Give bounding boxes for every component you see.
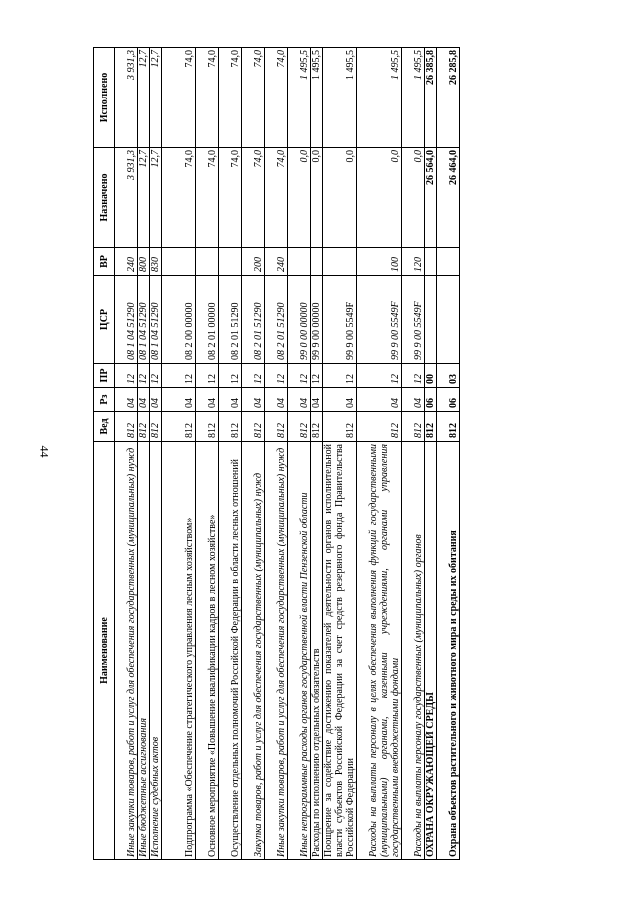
- cell-vr: [219, 248, 242, 276]
- cell-rz: 04: [402, 388, 425, 412]
- budget-table: [93, 47, 460, 860]
- cell-executed: 26 385,8: [425, 48, 437, 148]
- cell-ved: 812: [357, 412, 402, 442]
- cell-name: Исполнение судебных актов: [150, 442, 162, 860]
- cell-assigned: 0,0: [323, 148, 357, 248]
- cell-assigned: 3 931,3: [115, 148, 138, 248]
- cell-executed: 12,7: [150, 48, 162, 148]
- cell-ved: 812: [115, 412, 138, 442]
- cell-name: Расходы на выплаты персоналу в целях обеспечения выполнения функций государственными (муниципальными) органами, казенными учреждениями, органами управления государственными внебюджетными фондами: [357, 442, 402, 860]
- table-row: [242, 48, 265, 860]
- cell-csr: 08 1 04 51290: [115, 276, 138, 364]
- table-header-row: [94, 48, 115, 860]
- header-rz: Рз: [94, 388, 115, 412]
- table-row: [162, 48, 196, 860]
- cell-assigned: 26 564,0: [425, 148, 437, 248]
- cell-vr: [425, 248, 437, 276]
- cell-rz: 04: [219, 388, 242, 412]
- header-assigned: Назначено: [94, 148, 115, 248]
- header-pr: ПР: [94, 364, 115, 388]
- cell-csr: 08 2 01 51290: [242, 276, 265, 364]
- cell-csr: 99 9 00 00000: [311, 276, 323, 364]
- cell-assigned: 12,7: [138, 148, 150, 248]
- cell-name: Основное мероприятие «Повышение квалификации кадров в лесном хозяйстве»: [196, 442, 219, 860]
- cell-rz: 06: [425, 388, 437, 412]
- cell-name: Иные закупки товаров, работ и услуг для обеспечения государственных (муниципальных) нужд: [115, 442, 138, 860]
- rotated-page-content: [93, 48, 553, 860]
- cell-rz: 04: [323, 388, 357, 412]
- cell-executed: 74,0: [162, 48, 196, 148]
- cell-ved: 812: [219, 412, 242, 442]
- cell-executed: 1 495,5: [311, 48, 323, 148]
- cell-ved: 812: [323, 412, 357, 442]
- cell-pr: 12: [242, 364, 265, 388]
- cell-name: Иные непрограммные расходы органов государственной власти Пензенской области: [288, 442, 311, 860]
- cell-vr: [323, 248, 357, 276]
- cell-executed: 1 495,5: [323, 48, 357, 148]
- cell-rz: 04: [357, 388, 402, 412]
- cell-executed: 1 495,5: [357, 48, 402, 148]
- cell-name: Охрана объектов растительного и животного мира и среды их обитания: [437, 442, 460, 860]
- cell-assigned: 0,0: [311, 148, 323, 248]
- cell-ved: 812: [288, 412, 311, 442]
- cell-pr: 12: [288, 364, 311, 388]
- cell-csr: 08 2 01 00000: [196, 276, 219, 364]
- cell-name: Расходы по исполнению отдельных обязательств: [311, 442, 323, 860]
- cell-executed: 74,0: [219, 48, 242, 148]
- cell-pr: 12: [196, 364, 219, 388]
- cell-pr: 00: [425, 364, 437, 388]
- cell-name: Расходы на выплаты персоналу государственных (муниципальных) органов: [402, 442, 425, 860]
- cell-vr: 240: [265, 248, 288, 276]
- cell-csr: [437, 276, 460, 364]
- table-row: [138, 48, 150, 860]
- cell-pr: 12: [150, 364, 162, 388]
- cell-ved: 812: [265, 412, 288, 442]
- cell-csr: 08 1 04 51290: [138, 276, 150, 364]
- cell-assigned: 74,0: [162, 148, 196, 248]
- cell-csr: 08 2 01 51290: [265, 276, 288, 364]
- cell-name: Подпрограмма «Обеспечение стратегического управления лесным хозяйством»: [162, 442, 196, 860]
- table-row: [425, 48, 437, 860]
- cell-assigned: 0,0: [288, 148, 311, 248]
- cell-pr: 12: [219, 364, 242, 388]
- table-row: [196, 48, 219, 860]
- header-executed: Исполнено: [94, 48, 115, 148]
- cell-csr: 08 1 04 51290: [150, 276, 162, 364]
- cell-rz: 04: [265, 388, 288, 412]
- table-row: [288, 48, 311, 860]
- cell-pr: 12: [311, 364, 323, 388]
- cell-name: Иные закупки товаров, работ и услуг для обеспечения государственных (муниципальных) нужд: [265, 442, 288, 860]
- cell-ved: 812: [138, 412, 150, 442]
- cell-pr: 12: [402, 364, 425, 388]
- cell-assigned: 74,0: [219, 148, 242, 248]
- cell-rz: 04: [150, 388, 162, 412]
- cell-assigned: 26 464,0: [437, 148, 460, 248]
- cell-vr: 120: [402, 248, 425, 276]
- cell-name: ОХРАНА ОКРУЖАЮЩЕЙ СРЕДЫ: [425, 442, 437, 860]
- cell-name: Закупка товаров, работ и услуг для обеспечения государственных (муниципальных) нужд: [242, 442, 265, 860]
- cell-assigned: 0,0: [357, 148, 402, 248]
- cell-ved: 812: [196, 412, 219, 442]
- cell-vr: [196, 248, 219, 276]
- table-row: [150, 48, 162, 860]
- cell-ved: 812: [425, 412, 437, 442]
- cell-pr: 12: [162, 364, 196, 388]
- header-csr: ЦСР: [94, 276, 115, 364]
- table-row: [357, 48, 402, 860]
- cell-rz: 04: [162, 388, 196, 412]
- cell-csr: 08 2 01 51290: [219, 276, 242, 364]
- cell-vr: 100: [357, 248, 402, 276]
- cell-csr: 99 9 00 5549F: [402, 276, 425, 364]
- cell-ved: 812: [150, 412, 162, 442]
- cell-vr: [437, 248, 460, 276]
- cell-csr: 08 2 00 00000: [162, 276, 196, 364]
- cell-pr: 12: [323, 364, 357, 388]
- cell-csr: 99 0 00 00000: [288, 276, 311, 364]
- cell-ved: 812: [311, 412, 323, 442]
- cell-ved: 812: [402, 412, 425, 442]
- cell-executed: 1 495,5: [288, 48, 311, 148]
- cell-vr: 200: [242, 248, 265, 276]
- cell-assigned: 74,0: [242, 148, 265, 248]
- cell-rz: 04: [311, 388, 323, 412]
- cell-executed: 12,7: [138, 48, 150, 148]
- cell-vr: 830: [150, 248, 162, 276]
- cell-executed: 74,0: [196, 48, 219, 148]
- cell-assigned: 74,0: [265, 148, 288, 248]
- cell-name: Иные бюджетные ассигнования: [138, 442, 150, 860]
- table-row: [437, 48, 460, 860]
- table-row: [323, 48, 357, 860]
- cell-assigned: 12,7: [150, 148, 162, 248]
- cell-vr: [311, 248, 323, 276]
- cell-csr: 99 9 00 5549F: [323, 276, 357, 364]
- cell-executed: 26 285,8: [437, 48, 460, 148]
- cell-executed: 74,0: [242, 48, 265, 148]
- cell-executed: 74,0: [265, 48, 288, 148]
- table-row: [115, 48, 138, 860]
- cell-ved: 812: [242, 412, 265, 442]
- table-row: [402, 48, 425, 860]
- cell-csr: [425, 276, 437, 364]
- cell-rz: 04: [242, 388, 265, 412]
- cell-name: Поощрение за содействие достижению показателей деятельности органов исполнительной власти субъектов Российской Федерации за счет средств резервного фонда Правительства Российской Федерации: [323, 442, 357, 860]
- cell-rz: 06: [437, 388, 460, 412]
- cell-vr: 800: [138, 248, 150, 276]
- cell-pr: 12: [138, 364, 150, 388]
- cell-assigned: 0,0: [402, 148, 425, 248]
- table-row: [265, 48, 288, 860]
- cell-name: Осуществление отдельных полномочий Российской Федерации в области лесных отношений: [219, 442, 242, 860]
- cell-executed: 3 931,3: [115, 48, 138, 148]
- header-ved: Вед: [94, 412, 115, 442]
- cell-vr: 240: [115, 248, 138, 276]
- cell-rz: 04: [288, 388, 311, 412]
- header-vr: ВР: [94, 248, 115, 276]
- cell-rz: 04: [138, 388, 150, 412]
- cell-vr: [288, 248, 311, 276]
- cell-rz: 04: [115, 388, 138, 412]
- cell-rz: 04: [196, 388, 219, 412]
- table-row: [219, 48, 242, 860]
- table-row: [311, 48, 323, 860]
- cell-pr: 12: [357, 364, 402, 388]
- cell-vr: [162, 248, 196, 276]
- page-number: 44: [37, 445, 52, 458]
- cell-executed: 1 495,5: [402, 48, 425, 148]
- cell-pr: 12: [115, 364, 138, 388]
- cell-pr: 03: [437, 364, 460, 388]
- header-name: Наименование: [94, 442, 115, 860]
- cell-csr: 99 9 00 5549F: [357, 276, 402, 364]
- cell-pr: 12: [265, 364, 288, 388]
- cell-assigned: 74,0: [196, 148, 219, 248]
- cell-ved: 812: [162, 412, 196, 442]
- cell-ved: 812: [437, 412, 460, 442]
